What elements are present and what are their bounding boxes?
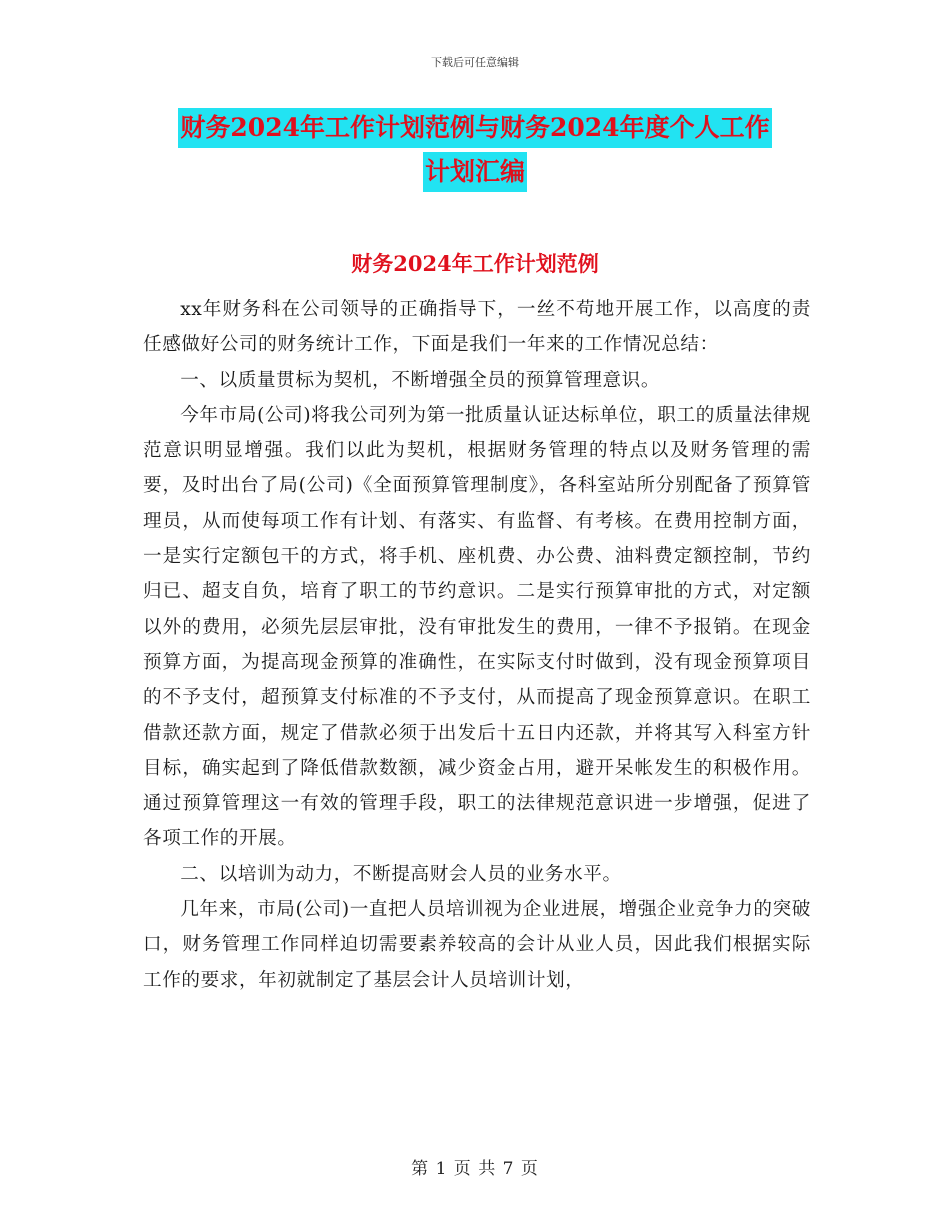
paragraph: 二、以培训为动力，不断提高财会人员的业务水平。 xyxy=(180,863,622,885)
paragraph: 今年市局(公司)将我公司列为第一批质量认证达标单位，职工的质量法律规范意识明显增强。我们以此为契机，根据财务管理的特点以及财务管理的需要，及时出台了局(公司)《全面预算管理制度》，各科室站所分别配备了预算管理员，从而使每项工作有计划、有落实、有监督、有考核。在费用控制方面，一是实行定额包干的方式，将手机、座机费、办公费、油料费定额控制，节约归已、超支自负，培育了职工的节约意识。二是实行预算审批的方式，对定额以外的费用，必须先层层审批，没有审批发生的费用，一律不予报销。在现金预算方面，为提高现金预算的准确性，在实际支付时做到，没有现金预算项目的不予支付，超预算支付标准的不予支付，从而提高了现金预算意识。在职工借款还款方面，规定了借款必须于出发后十五日内还款，并将其写入科室方针目标，确实起到了降低借款数额，减少资金占用，避开呆帐发生的积极作用。通过预算管理这一有效的管理手段，职工的法律规范意识进一步增强，促进了各项工作的开展。 xyxy=(143,404,811,850)
paragraph: 几年来，市局(公司)一直把人员培训视为企业进展，增强企业竞争力的突破口，财务管理工作同样迫切需要素养较高的会计从业人员，因此我们根据实际工作的要求，年初就制定了基层会计人员培训计划， xyxy=(143,899,811,991)
title-line-1: 财务2024年工作计划范例与财务2024年度个人工作 xyxy=(178,108,771,148)
page-footer: 第 1 页 共 7 页 xyxy=(411,1159,539,1179)
paragraph: 一、以质量贯标为契机，不断增强全员的预算管理意识。 xyxy=(180,369,661,391)
paragraph: xx年财务科在公司领导的正确指导下，一丝不苟地开展工作，以高度的责任感做好公司的财务统计工作，下面是我们一年来的工作情况总结： xyxy=(143,299,811,356)
header-note: 下载后可任意编辑 xyxy=(431,56,519,69)
document-body xyxy=(143,292,811,998)
document-title xyxy=(140,108,810,192)
title-line-2: 计划汇编 xyxy=(423,152,527,192)
section-subtitle: 财务2024年工作计划范例 xyxy=(351,251,599,276)
